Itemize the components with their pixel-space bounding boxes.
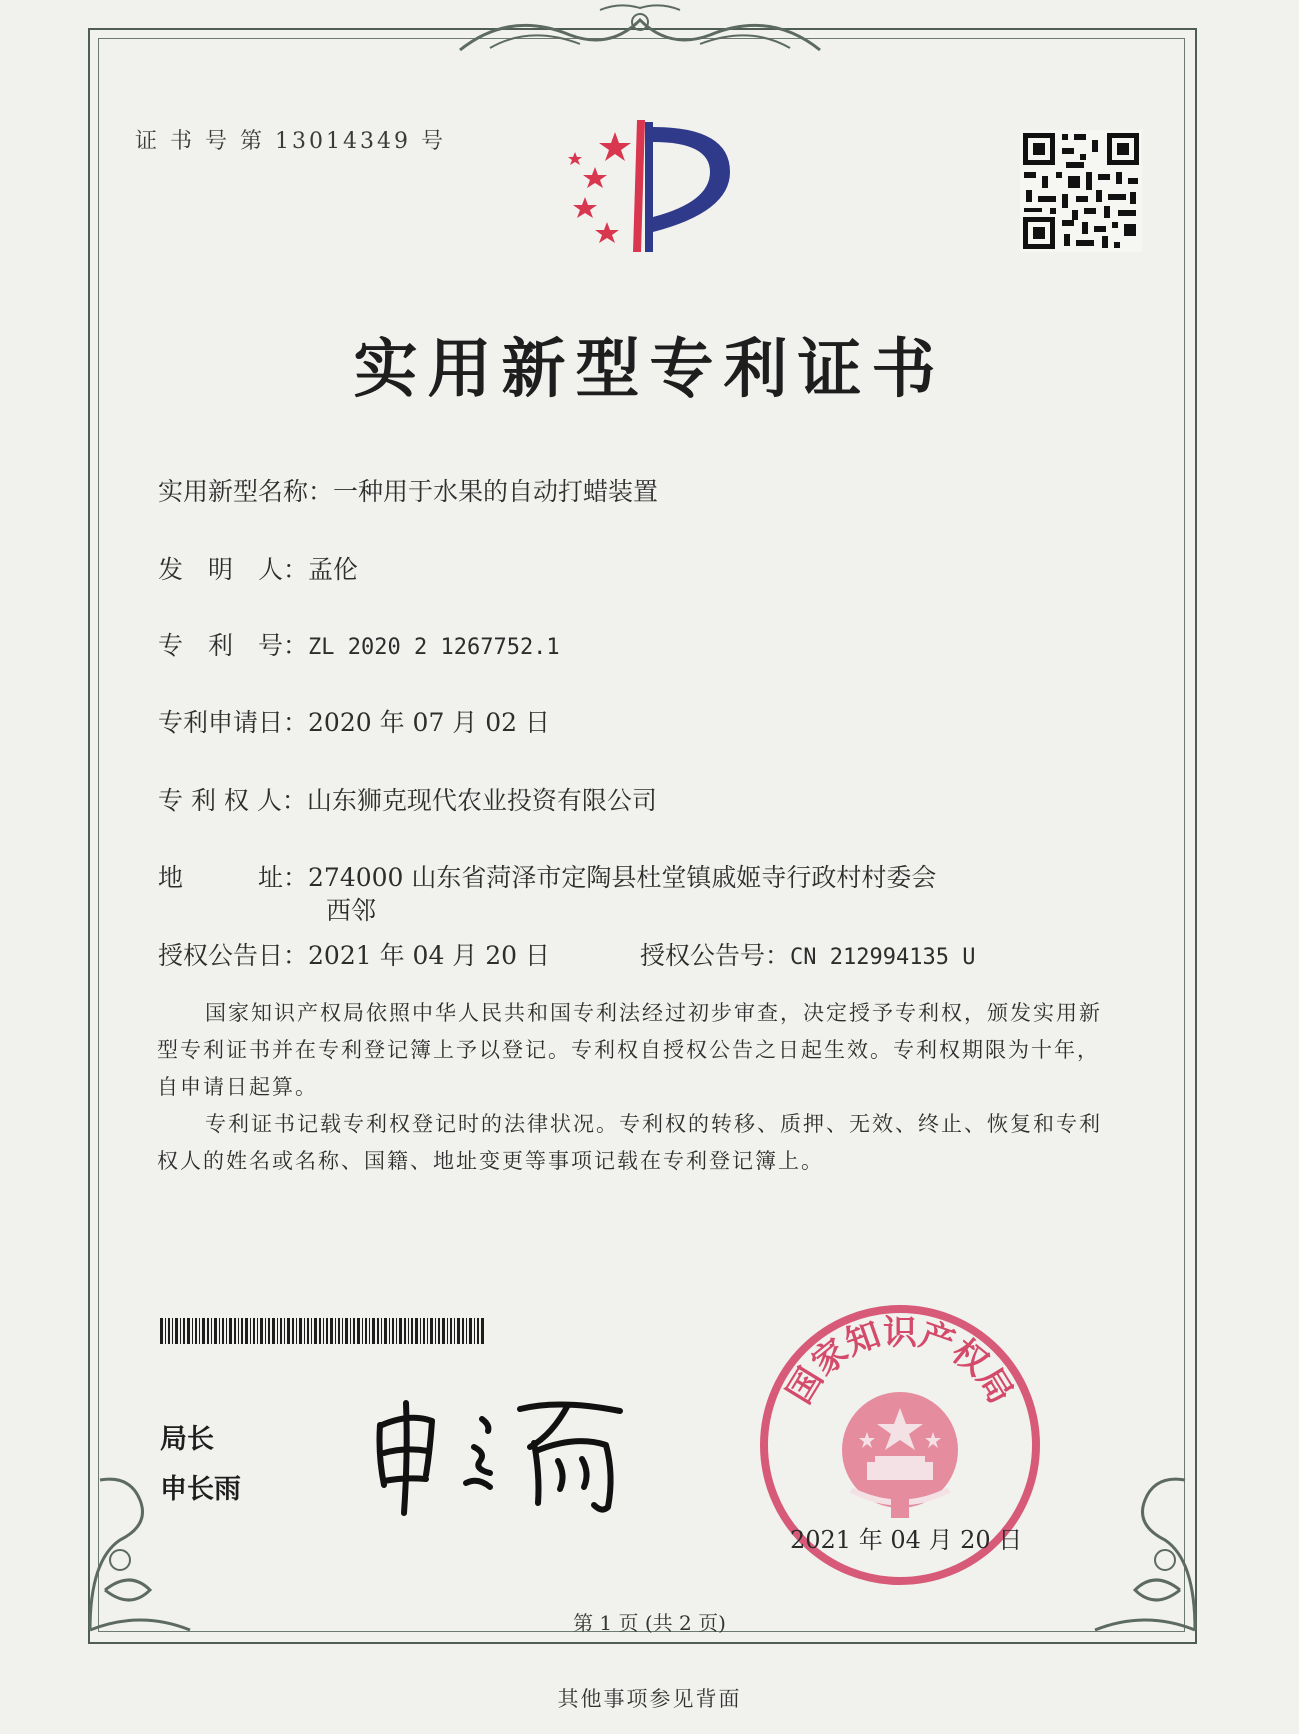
legal-paragraph-2 bbox=[157, 1106, 1117, 1180]
signatory-title: 局长 bbox=[160, 1424, 214, 1455]
field-value: 2021 年 04 月 20 日 bbox=[308, 941, 550, 970]
paragraph-text: 专利证书记载专利权登记时的法律状况。专利权的转移、质押、无效、终止、恢复和专利权人的姓名或名称、国籍、地址变更等事项记载在专利登记簿上。 bbox=[157, 1112, 1102, 1173]
signatory-name: 申长雨 bbox=[160, 1474, 241, 1505]
field-label: 授权公告号： bbox=[640, 941, 791, 970]
field-value: 一种用于水果的自动打蜡装置 bbox=[333, 477, 659, 506]
patentee-field bbox=[158, 781, 657, 817]
field-label: 专利申请日： bbox=[158, 708, 309, 737]
field-value: 孟伦 bbox=[308, 555, 359, 584]
qr-code-icon bbox=[1020, 130, 1142, 252]
field-label: 专 利 权 人： bbox=[158, 786, 307, 815]
certificate-number: 证 书 号 第 13014349 号 bbox=[135, 129, 446, 154]
seal-text: 国家知识产权局 bbox=[779, 1312, 1021, 1411]
field-value: ZL 2020 2 1267752.1 bbox=[308, 635, 560, 660]
handwritten-signature-icon bbox=[370, 1395, 640, 1520]
cnipa-logo-icon bbox=[545, 112, 745, 262]
application-date-field bbox=[158, 703, 550, 739]
field-value: CN 212994135 U bbox=[790, 945, 976, 970]
field-label: 授权公告日： bbox=[158, 941, 309, 970]
field-value: 2020 年 07 月 02 日 bbox=[308, 708, 550, 737]
legal-paragraph-1 bbox=[157, 995, 1117, 1106]
field-value: 274000 山东省菏泽市定陶县杜堂镇戚姬寺行政村村委会 bbox=[308, 863, 937, 892]
grant-announcement-number-field bbox=[640, 936, 975, 972]
footer-note: 其他事项参见背面 bbox=[557, 1687, 742, 1711]
certificate-title: 实用新型专利证书 bbox=[353, 333, 946, 407]
grant-announcement-date-field bbox=[158, 936, 550, 972]
address-field bbox=[158, 858, 936, 894]
seal-date: 2021 年 04 月 20 日 bbox=[790, 1526, 1023, 1554]
paragraph-text: 国家知识产权局依照中华人民共和国专利法经过初步审查，决定授予专利权，颁发实用新型专利证书并在专利登记簿上予以登记。专利权自授权公告之日起生效。专利权期限为十年，自申请日起算。 bbox=[157, 1001, 1102, 1099]
field-label: 专 利 号： bbox=[158, 631, 309, 660]
page-indicator: 第 1 页 (共 2 页) bbox=[573, 1611, 726, 1635]
inventor-field bbox=[158, 550, 358, 586]
barcode-icon bbox=[160, 1318, 485, 1344]
national-emblem-icon bbox=[842, 1392, 958, 1518]
field-value: 山东狮克现代农业投资有限公司 bbox=[306, 786, 657, 815]
patent-number-field bbox=[158, 626, 560, 662]
top-ornament-icon bbox=[450, 0, 830, 58]
field-label: 实用新型名称： bbox=[158, 477, 334, 506]
field-label: 地 址： bbox=[158, 863, 309, 892]
utility-model-name-field bbox=[158, 472, 658, 508]
field-label: 发 明 人： bbox=[158, 555, 309, 584]
address-field-line2: 西邻 bbox=[326, 896, 377, 925]
